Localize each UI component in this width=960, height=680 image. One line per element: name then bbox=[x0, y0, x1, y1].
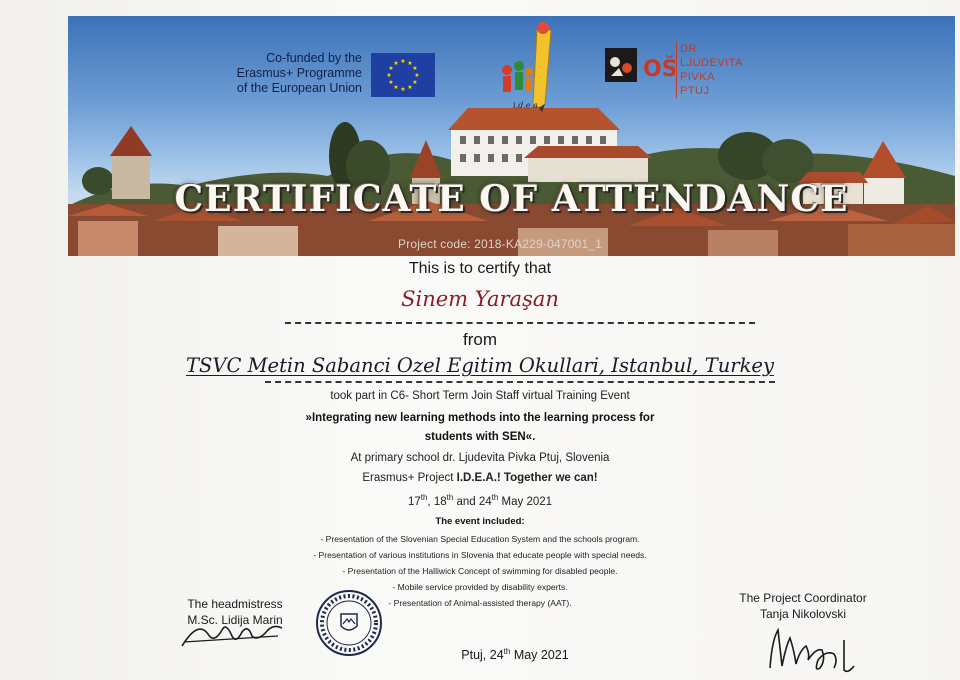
coordinator-title: The Project Coordinator bbox=[739, 591, 867, 605]
coordinator-block bbox=[718, 590, 888, 622]
list-item: - Presentation of Animal-assisted therapy (AAT). bbox=[388, 598, 572, 608]
coordinator-name: Tanja Nikolovski bbox=[759, 607, 847, 621]
event-title-line-1: »Integrating new learning methods into the learning process for bbox=[305, 412, 655, 424]
place-and-date bbox=[400, 647, 630, 662]
project-line bbox=[0, 472, 960, 484]
school-logo-icon bbox=[605, 46, 675, 93]
date-1-suffix: th bbox=[420, 493, 428, 502]
headmistress-name: M.Sc. Lidija Marin bbox=[187, 613, 283, 627]
event-title bbox=[0, 409, 960, 447]
idea-logo-icon bbox=[493, 20, 565, 117]
date-sep-1: , bbox=[427, 495, 434, 508]
certify-text: This is to certify that bbox=[408, 260, 552, 277]
project-name: I.D.E.A.! Together we can! bbox=[456, 472, 598, 484]
svg-text:★: ★ bbox=[407, 84, 413, 91]
list-item: - Presentation of the Halliwick Concept of swimming for disabled people. bbox=[342, 566, 618, 576]
date-tail: May 2021 bbox=[498, 495, 553, 508]
venue-text: At primary school dr. Ljudevita Pivka Ptuj, Slovenia bbox=[350, 452, 610, 464]
eu-flag-icon bbox=[371, 53, 435, 97]
svg-text:★: ★ bbox=[400, 86, 406, 93]
included-heading: The event included: bbox=[435, 516, 525, 527]
date-3-suffix: th bbox=[491, 493, 499, 502]
svg-text:★: ★ bbox=[400, 58, 406, 65]
coordinator-signature bbox=[764, 620, 864, 675]
svg-text:★: ★ bbox=[388, 65, 394, 72]
from-text: from bbox=[463, 330, 497, 349]
name-dashed-line bbox=[285, 322, 755, 324]
project-prefix: Erasmus+ Project bbox=[362, 472, 457, 484]
school-name-text bbox=[676, 42, 743, 98]
date-2-suffix: th bbox=[446, 493, 454, 502]
date-3: 24 bbox=[478, 495, 492, 508]
list-item: - Presentation of the Slovenian Special Education System and the schools program. bbox=[320, 534, 640, 544]
cofunded-line-2: Erasmus+ Programme bbox=[236, 66, 362, 80]
event-dates bbox=[0, 493, 960, 508]
event-title-line-2: students with SEN«. bbox=[424, 431, 536, 443]
place: Ptuj, bbox=[461, 648, 490, 663]
date-1: 17 bbox=[407, 495, 421, 508]
idea-logo-text: i.d.e.a. bbox=[513, 101, 541, 110]
headmistress-title: The headmistress bbox=[187, 597, 283, 611]
school-name-line-2: LJUDEVITA bbox=[680, 57, 743, 69]
certificate-title: CERTIFICATE OF ATTENDANCE bbox=[174, 178, 849, 220]
svg-text:★: ★ bbox=[386, 72, 392, 79]
school-name-line-1: DR. bbox=[680, 43, 701, 55]
svg-text:★: ★ bbox=[414, 72, 420, 79]
date-2: 18 bbox=[433, 495, 447, 508]
svg-text:OŠ: OŠ bbox=[643, 57, 675, 82]
project-code: Project code: 2018-KA229-047001_1 bbox=[398, 237, 603, 251]
took-part-text: took part in C6- Short Term Join Staff virtual Training Event bbox=[330, 390, 630, 402]
cofunded-line-3: of the European Union bbox=[236, 81, 362, 95]
svg-text:★: ★ bbox=[412, 79, 418, 86]
school-name-line-3: PIVKA bbox=[680, 71, 715, 83]
headmistress-signature bbox=[178, 612, 288, 652]
svg-text:★: ★ bbox=[388, 79, 394, 86]
date-sep-2: and bbox=[453, 495, 479, 508]
svg-text:★: ★ bbox=[393, 60, 399, 67]
school-name-line-4: PTUJ bbox=[680, 85, 710, 97]
footer-day-suffix: th bbox=[503, 647, 511, 656]
svg-text:★: ★ bbox=[393, 84, 399, 91]
cofunded-text bbox=[228, 51, 362, 96]
footer-day: 24 bbox=[489, 648, 504, 663]
svg-text:★: ★ bbox=[412, 65, 418, 72]
footer-month-year: May 2021 bbox=[510, 648, 569, 663]
svg-text:★: ★ bbox=[407, 60, 413, 67]
institution-name: TSVC Metin Sabanci Ozel Egitim Okullari, Istanbul, Turkey bbox=[186, 354, 774, 377]
attendee-name: Sinem Yaraşan bbox=[401, 287, 559, 311]
cofunded-line-1: Co-funded by the bbox=[266, 51, 362, 65]
header-banner bbox=[68, 16, 955, 256]
official-stamp-icon bbox=[314, 588, 384, 658]
institution-dashed-line bbox=[265, 381, 775, 383]
list-item: - Mobile service provided by disability experts. bbox=[392, 582, 568, 592]
list-item: - Presentation of various institutions in Slovenia that educate people with special needs. bbox=[313, 550, 647, 560]
